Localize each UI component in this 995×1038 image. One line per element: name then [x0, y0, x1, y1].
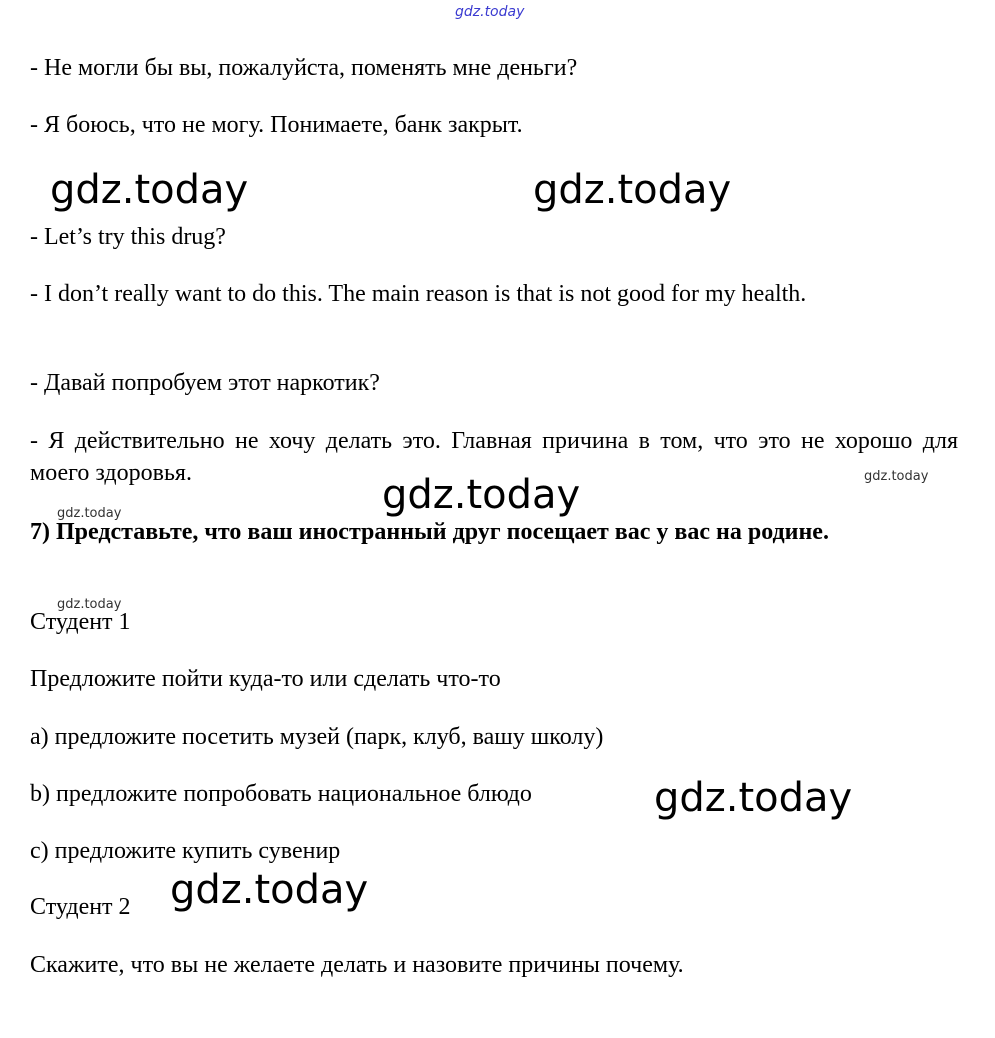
student-1-label: Студент 1	[30, 609, 131, 635]
dialog-ru-2-answer: - Я действительно не хочу делать это. Главная причина в том, что это не хорошо для моего здоровья.	[30, 428, 958, 486]
watermark-small-2: gdz.today	[57, 506, 122, 521]
student-2-label: Студент 2	[30, 894, 131, 920]
dialog-en-question: - Let’s try this drug?	[30, 224, 226, 250]
student-1-intro: Предложите пойти куда-то или сделать что-то	[30, 666, 501, 692]
watermark-top: gdz.today	[455, 4, 525, 20]
watermark-big-1: gdz.today	[50, 167, 249, 213]
watermark-small-3: gdz.today	[57, 597, 122, 612]
watermark-small-1: gdz.today	[864, 469, 929, 484]
option-b: b) предложите попробовать национальное блюдо	[30, 781, 532, 807]
watermark-big-2: gdz.today	[533, 167, 732, 213]
watermark-big-3: gdz.today	[382, 472, 581, 518]
watermark-big-5: gdz.today	[170, 867, 369, 913]
dialog-en-answer: - I don’t really want to do this. The main reason is that is not good for my health.	[30, 281, 807, 307]
watermark-big-4: gdz.today	[654, 775, 853, 821]
task-heading: 7) Представьте, что ваш иностранный друг посещает вас у вас на родине.	[30, 519, 829, 545]
option-a: a) предложите посетить музей (парк, клуб, вашу школу)	[30, 724, 604, 750]
option-c: c) предложите купить сувенир	[30, 838, 341, 864]
dialog-ru-2-question: - Давай попробуем этот наркотик?	[30, 370, 380, 396]
dialog-ru-1-question: - Не могли бы вы, пожалуйста, поменять мне деньги?	[30, 55, 578, 81]
dialog-ru-1-answer: - Я боюсь, что не могу. Понимаете, банк закрыт.	[30, 112, 523, 138]
student-2-intro: Скажите, что вы не желаете делать и назовите причины почему.	[30, 952, 684, 978]
